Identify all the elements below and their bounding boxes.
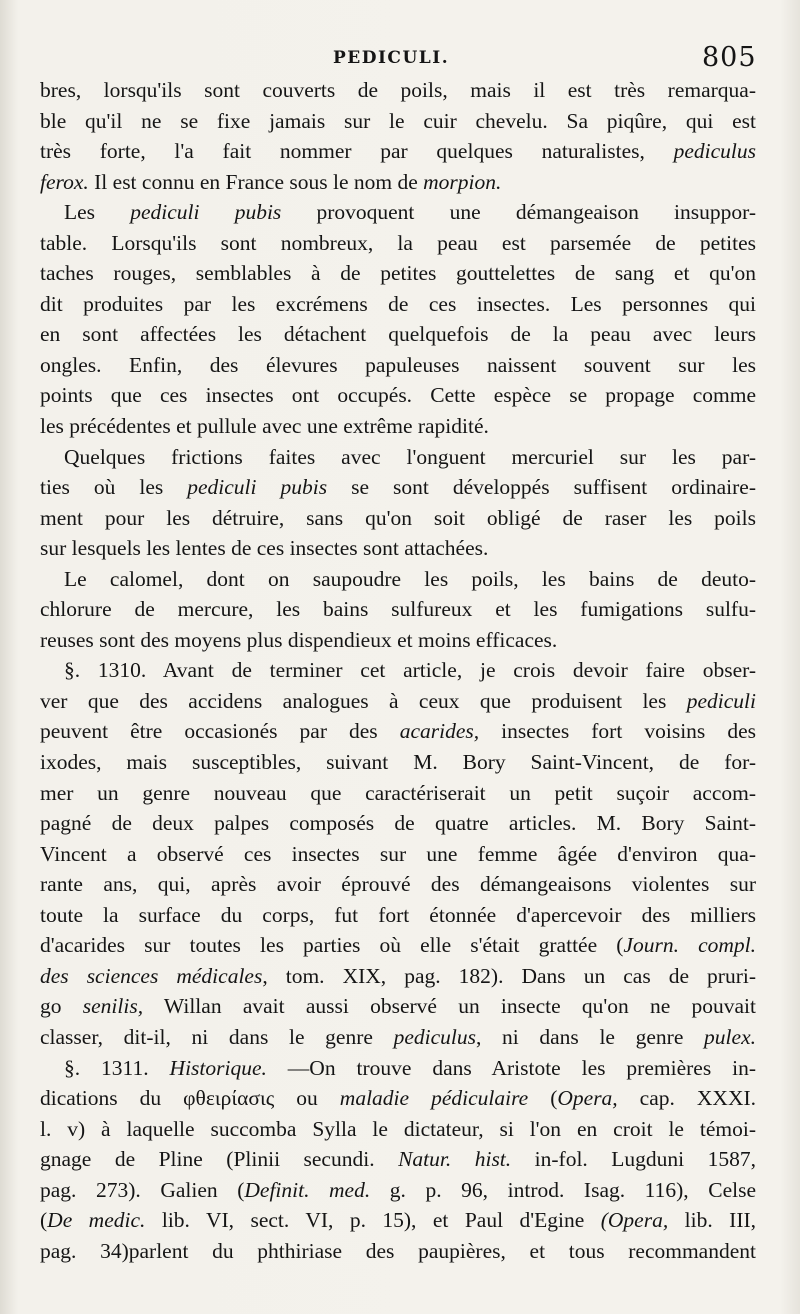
text-segment: pag. 273). Galien (	[40, 1177, 245, 1202]
text-segment: (	[40, 1208, 48, 1233]
greek-term: φθειρίασις	[161, 1086, 275, 1111]
text-segment: lib. III,	[668, 1208, 757, 1233]
text-segment: toute la surface du corps, fut fort étonnée d'apercevoir des milliers	[40, 902, 756, 927]
italic-term: Natur. hist.	[374, 1147, 512, 1172]
italic-term: pediculi pubis	[163, 475, 328, 500]
text-line	[40, 167, 756, 198]
text-segment: gnage de Pline (Plinii secundi.	[40, 1147, 375, 1172]
text-line	[40, 839, 756, 870]
text-line	[40, 136, 756, 167]
text-segment: bres, lorsqu'ils sont couverts de poils, mais il est très remarqua-	[40, 78, 756, 102]
italic-term: (Opera,	[584, 1208, 669, 1233]
text-segment: (	[528, 1086, 558, 1111]
italic-term: senilis,	[61, 994, 144, 1019]
italic-term: acarides,	[377, 719, 480, 744]
italic-term: De medic.	[47, 1208, 146, 1233]
text-segment: peuvent être occasionés par des	[40, 719, 378, 744]
text-segment: Les	[64, 200, 96, 225]
text-line	[40, 228, 756, 259]
text-segment: se sont développés suffisent ordinaire-	[327, 475, 756, 500]
text-segment: go	[40, 994, 62, 1019]
text-line	[40, 961, 756, 992]
page-number: 805	[702, 42, 757, 73]
italic-term: Historique.	[148, 1055, 267, 1080]
text-line	[40, 503, 756, 534]
text-segment: lib. VI, sect. VI, p. 15), et Paul d'Egine	[145, 1208, 585, 1233]
text-segment: très forte, l'a fait nommer par quelques naturalistes,	[40, 139, 645, 164]
body-text	[40, 75, 756, 1266]
text-line	[40, 686, 756, 717]
text-line	[40, 1205, 756, 1236]
text-segment: l. v) à laquelle succomba Sylla le dictateur, si l'on en croit le témoi-	[40, 1116, 756, 1141]
text-segment: cap. XXXI.	[617, 1086, 757, 1111]
text-line	[40, 472, 756, 503]
text-segment: en sont affectées les détachent quelquefois de la peau avec leurs	[40, 322, 756, 347]
italic-term: Opera,	[557, 1086, 618, 1111]
text-line	[40, 106, 756, 137]
text-line	[40, 411, 756, 442]
text-segment: rante ans, qui, après avoir éprouvé des démangeaisons violentes sur	[40, 872, 756, 897]
text-line	[40, 808, 756, 839]
italic-term: pediculi	[666, 688, 756, 713]
text-segment: insectes fort voisins des	[479, 719, 756, 744]
text-segment: ment pour les détruire, sans qu'on soit obligé de raser les poils	[40, 505, 756, 530]
text-segment: ver que des accidens analogues à ceux que produisent les	[40, 688, 667, 713]
text-line	[40, 1053, 756, 1084]
text-line	[40, 716, 756, 747]
text-line	[40, 930, 756, 961]
text-segment: d'acarides sur toutes les parties où elle s'était grattée (	[40, 933, 624, 958]
text-segment: dications du	[40, 1086, 162, 1111]
text-segment: pag. 34)parlent du phthiriase des paupières, et tous recommandent	[40, 1238, 756, 1263]
text-segment: ongles. Enfin, des élevures papuleuses naissent souvent sur les	[40, 352, 756, 377]
text-segment: in-fol. Lugduni 1587,	[511, 1147, 756, 1172]
text-line	[40, 1083, 756, 1114]
text-segment: §. 1310. Avant de terminer cet article, je crois devoir faire obser-	[64, 658, 756, 683]
italic-term: pulex.	[683, 1024, 756, 1049]
text-segment: Willan avait aussi observé un insecte qu'on ne pouvait	[143, 994, 757, 1019]
italic-term: pediculi pubis	[95, 200, 282, 225]
text-line	[40, 289, 756, 320]
text-segment: ixodes, mais susceptibles, suivant M. Bory Saint-Vincent, de for-	[40, 750, 756, 775]
text-line	[40, 900, 756, 931]
text-segment: Vincent a observé ces insectes sur une femme âgée d'environ qua-	[40, 841, 756, 866]
text-line	[40, 442, 756, 473]
text-line	[40, 380, 756, 411]
text-line	[40, 319, 756, 350]
italic-term: des sciences médicales	[40, 963, 263, 988]
italic-term: Definit. med.	[244, 1177, 371, 1202]
text-segment: taches rouges, semblables à de petites gouttelettes de sang et qu'on	[40, 261, 756, 286]
text-line	[40, 533, 756, 564]
text-segment: , ni dans le genre	[475, 1024, 684, 1049]
text-line	[40, 1175, 756, 1206]
text-line	[40, 869, 756, 900]
text-line	[40, 991, 756, 1022]
text-line	[40, 594, 756, 625]
text-segment: classer, dit-il, ni dans le genre	[40, 1024, 373, 1049]
text-segment: , tom. XIX, pag. 182). Dans un cas de pruri-	[262, 963, 756, 988]
text-segment: ties où les	[40, 475, 164, 500]
text-segment: g. p. 96, introd. Isag. 116), Celse	[370, 1177, 756, 1202]
text-segment: pagné de deux palpes composés de quatre articles. M. Bory Saint-	[40, 811, 756, 836]
text-line	[40, 1144, 756, 1175]
text-segment: ou	[274, 1086, 318, 1111]
running-head: PEDICULI.	[333, 48, 450, 68]
italic-term: ferox.	[40, 169, 89, 194]
text-segment: les précédentes et pullule avec une extrême rapidité.	[40, 414, 489, 439]
text-segment: Quelques frictions faites avec l'onguent mercuriel sur les par-	[64, 444, 756, 469]
text-segment: §. 1311.	[64, 1055, 149, 1080]
text-line	[40, 778, 756, 809]
text-line	[40, 350, 756, 381]
text-segment: table. Lorsqu'ils sont nombreux, la peau est parsemée de petites	[40, 230, 756, 255]
italic-term: morpion.	[417, 169, 502, 194]
italic-term: pediculus	[644, 139, 756, 164]
text-segment: Le calomel, dont on saupoudre les poils, les bains de deuto-	[64, 566, 756, 591]
text-line	[40, 747, 756, 778]
text-segment: sur lesquels les lentes de ces insectes sont attachées.	[40, 536, 489, 561]
text-line	[40, 75, 756, 106]
text-line	[40, 1114, 756, 1145]
text-line	[40, 197, 756, 228]
text-line	[40, 625, 756, 656]
text-segment: —On trouve dans Aristote les premières in-	[266, 1055, 756, 1080]
text-line	[40, 258, 756, 289]
text-segment: reuses sont des moyens plus dispendieux et moins efficaces.	[40, 627, 558, 652]
italic-term: Journ. compl.	[623, 933, 756, 958]
text-segment: mer un genre nouveau que caractériserait un petit suçoir accom-	[40, 780, 756, 805]
italic-term: pediculus	[372, 1024, 476, 1049]
text-segment: chlorure de mercure, les bains sulfureux et les fumigations sulfu-	[40, 597, 756, 622]
text-line	[40, 1022, 756, 1053]
text-segment: provoquent une démangeaison insuppor-	[281, 200, 756, 225]
italic-term: maladie pédiculaire	[317, 1086, 529, 1111]
text-line	[40, 1236, 756, 1267]
text-line	[40, 655, 756, 686]
text-segment: points que ces insectes ont occupés. Cette espèce se propage comme	[40, 383, 756, 408]
text-line	[40, 564, 756, 595]
text-segment: ble qu'il ne se fixe jamais sur le cuir chevelu. Sa piqûre, qui est	[40, 108, 756, 133]
text-segment: Il est connu en France sous le nom de	[88, 169, 418, 194]
text-segment: dit produites par les excrémens de ces insectes. Les personnes qui	[40, 291, 756, 316]
